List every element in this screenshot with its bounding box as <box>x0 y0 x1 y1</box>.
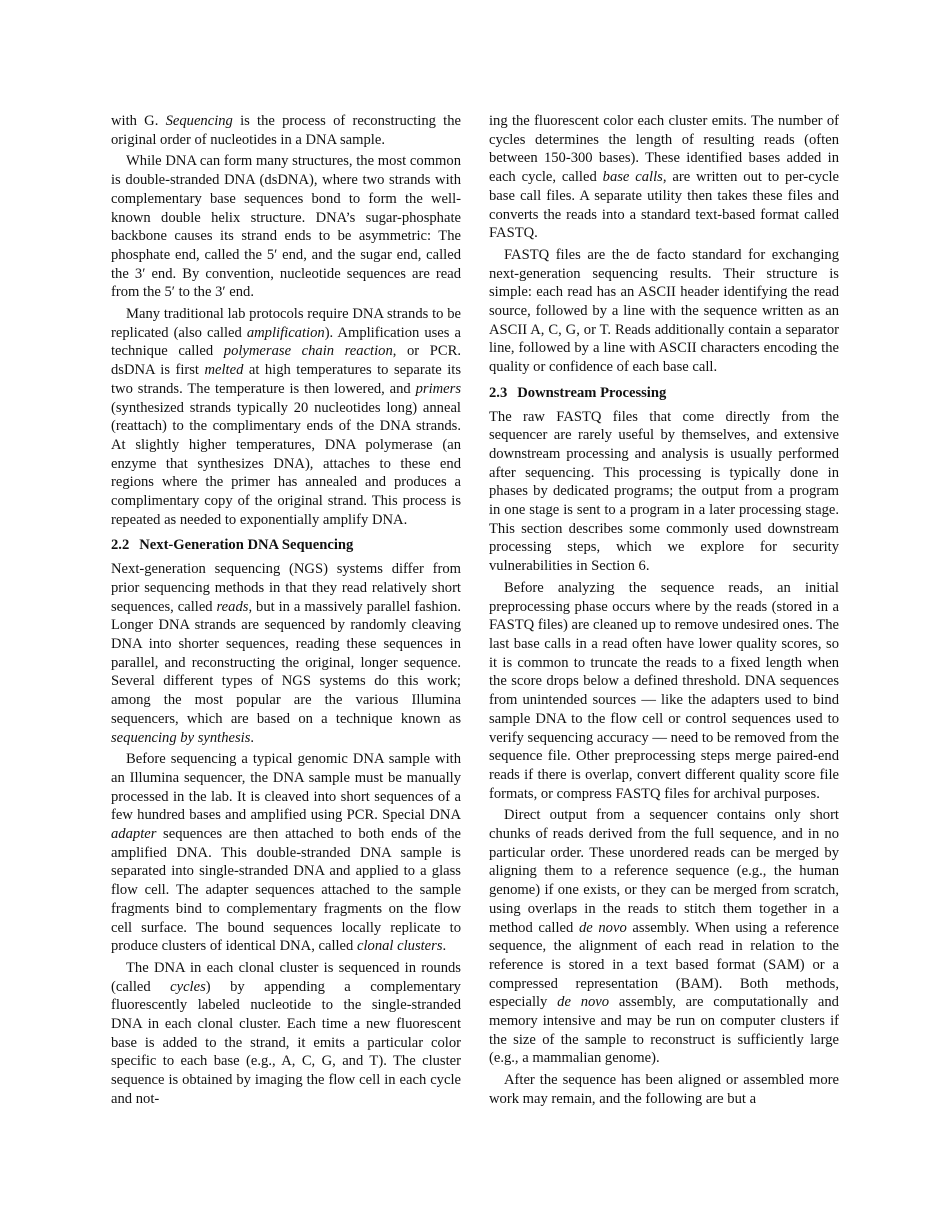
paragraph: Direct output from a sequencer contains only short chunks of reads derived from the full sequence, and in no particular order. These unordered reads can be merged by aligning them to a reference sequence (e.g., the human genome) if one exists, or they can be merged from scratch, using overlaps in the reads to stitch them together in a method called de novo assembly. When using a reference sequence, the alignment of each read in relation to the reference is stored in a text based format (SAM) or a compressed representation (BAM). Both methods, especially de novo assembly, are computationally and memory intensive and may be run on computer clusters if the size of the sample to reconstruct is sufficiently large (e.g., a mammalian genome). <box>489 807 840 1067</box>
left-column <box>111 112 461 1112</box>
section-heading-2-3: 2.3 Downstream Processing <box>489 384 667 401</box>
paragraph: Before sequencing a typical genomic DNA sample with an Illumina sequencer, the DNA sample must be manually processed in the lab. It is cleaved into short sequences of a few hundred bases and amplified using PCR. Special DNA adapter sequences are then attached to both ends of the amplified DNA. This double-stranded DNA sample is separated into single-stranded DNA and applied to a glass flow cell. The adapter sequences attached to the sample fragments bind to complementary fragments on the flow cell surface. The bound sequences locally replicate to produce clusters of identical DNA, called clonal clusters. <box>111 751 461 955</box>
paragraph: While DNA can form many structures, the most common is double-stranded DNA (dsDNA), where two strands with complementary base sequences bond to form the well-known double helix structure. DNA’s sugar-phosphate backbone causes its strand ends to be asymmetric: The phosphate end, called the 5′ end, and the sugar end, called the 3′ end. By convention, nucleotide sequences are read from the 5′ to the 3′ end. <box>111 153 461 301</box>
right-column <box>489 112 839 1112</box>
paragraph: Next-generation sequencing (NGS) systems differ from prior sequencing methods in that they read relatively short sequences, called reads, but in a massively parallel fashion. Longer DNA strands are sequenced by randomly cleaving DNA into shorter sequences, reading these sequences in parallel, and reconstructing the original, longer sequence. Several different types of NGS systems do this work; among the most popular are the various Illumina sequencers, which are based on a technique known as sequencing by synthesis. <box>111 561 461 746</box>
paragraph: After the sequence has been aligned or assembled more work may remain, and the following are but a <box>489 1072 839 1107</box>
paragraph: ing the fluorescent color each cluster emits. The number of cycles determines the length of resulting reads (often between 150-300 bases). These identified bases added in each cycle, called base calls, are written out to per-cycle base call files. A separate utility then takes these files and converts the reads into a standard text-based format called FASTQ. <box>489 113 840 242</box>
paragraph: Before analyzing the sequence reads, an initial preprocessing phase occurs where by the reads (stored in a FASTQ files) are cleaned up to remove undesired ones. The last base calls in a read often have lower quality scores, so it is common to truncate the reads to a fixed length when the score drops below a defined threshold. DNA sequences from unintended sources — like the adapters used to bind sample DNA to the flow cell or control sequences used to verify sequencing accuracy — need to be removed from the sequence file. Other preprocessing steps merge paired-end reads if there is overlap, convert different quality score file formats, or compress FASTQ files for archival purposes. <box>489 579 839 802</box>
paragraph: FASTQ files are the de facto standard for exchanging next-generation sequencing results. Their structure is simple: each read has an ASCII header identifying the read source, followed by a line with the sequence written as an ASCII A, C, G, or T. Reads additionally contain a separator line, followed by a line with ASCII characters encoding the quality or confidence of each base call. <box>489 246 839 376</box>
section-heading-2-2: 2.2 Next-Generation DNA Sequencing <box>111 537 354 554</box>
paragraph: with G. Sequencing is the process of reconstructing the original order of nucleotides in a DNA sample. <box>111 113 461 148</box>
paragraph: The raw FASTQ files that come directly from the sequencer are rarely useful by themselves, and extensive downstream processing and analysis is usually performed after sequencing. This processing is typically done in phases by dedicated programs; the output from a program in one stage is sent to a program in a later processing stage. This section describes some commonly used downstream processing steps, which we explore for security vulnerabilities in Section 6. <box>489 408 839 575</box>
paragraph: Many traditional lab protocols require DNA strands to be replicated (also called amplification). Amplification uses a technique called polymerase chain reaction, or PCR. dsDNA is first melted at high temperatures to separate its two strands. The temperature is then lowered, and primers (synthesized strands typically 20 nucleotides long) anneal (reattach) to the complimentary ends of the DNA strands. At slightly higher temperatures, DNA polymerase (an enzyme that synthesizes DNA), attaches to these end regions where the primer has annealed and produces a complimentary copy of the original strand. This process is repeated as needed to exponentially amplify DNA. <box>111 306 462 528</box>
paragraph: The DNA in each clonal cluster is sequenced in rounds (called cycles) by appending a complementary fluorescently labeled nucleotide to the single-stranded DNA in each clonal cluster. Each time a new fluorescent base is added to the strand, it emits a particular color specific to each base (e.g., A, C, G, and T). The cluster sequence is obtained by imaging the flow cell in each cycle and not- <box>111 959 461 1107</box>
